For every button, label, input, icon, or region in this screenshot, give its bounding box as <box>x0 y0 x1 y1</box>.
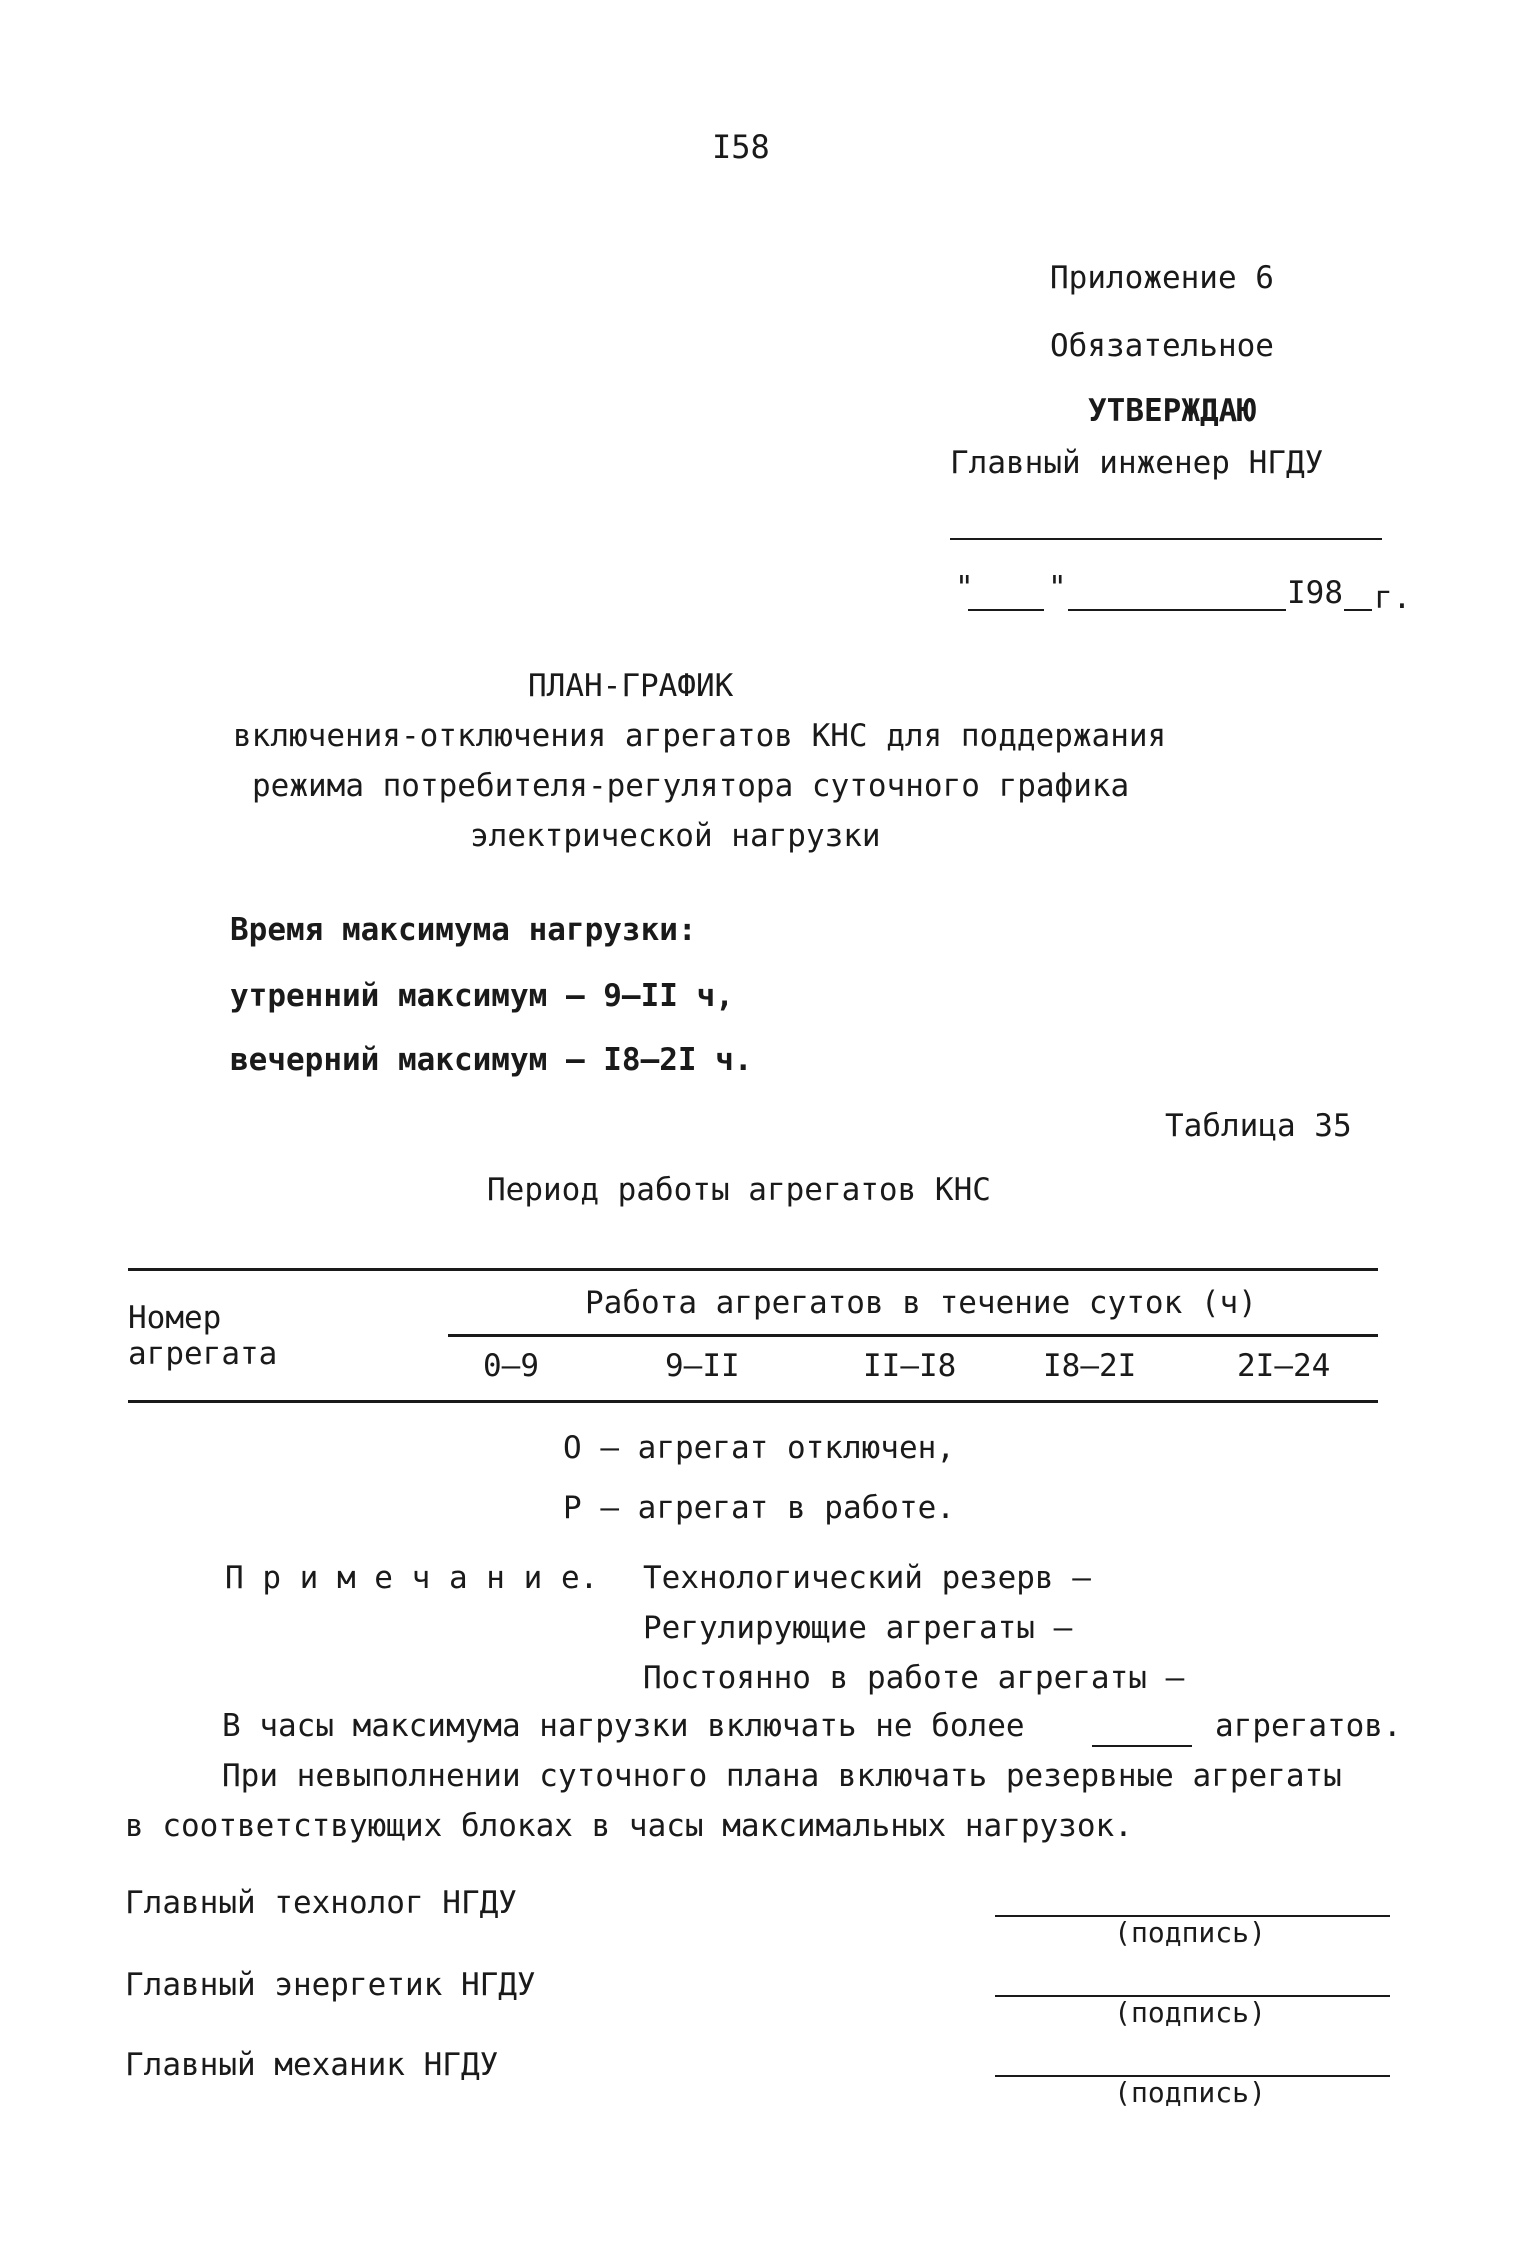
note-label: П р и м е ч а н и е. <box>225 1560 599 1596</box>
instruction-line-3: в соответствующих блоках в часы максимальных нагрузок. <box>125 1808 1133 1844</box>
appendix-label: Приложение 6 <box>1050 260 1274 296</box>
signature-caption: (подпись) <box>1114 1916 1266 1949</box>
column-header-4: 2I–24 <box>1237 1348 1331 1384</box>
date-left-quote: " <box>955 570 974 606</box>
signature-caption: (подпись) <box>1114 2076 1266 2109</box>
evening-max: вечерний максимум – I8–2I ч. <box>230 1042 753 1078</box>
date-day-line <box>968 609 1044 611</box>
instruction-line-1-end: агрегатов. <box>1215 1708 1402 1744</box>
date-month-line <box>1068 609 1286 611</box>
note-line-3: Постоянно в работе агрегаты – <box>643 1660 1185 1696</box>
column-header-3: I8–2I <box>1043 1348 1137 1384</box>
signature-caption: (подпись) <box>1114 1996 1266 2029</box>
table-label: Таблица 35 <box>1165 1108 1352 1144</box>
table-header-bottom-border <box>128 1400 1378 1403</box>
column-header-1: 9–II <box>665 1348 740 1384</box>
table-top-border <box>128 1268 1378 1271</box>
group-header: Работа агрегатов в течение суток (ч) <box>585 1285 1257 1321</box>
max-load-heading: Время максимума нагрузки: <box>230 912 697 948</box>
title-line-3: электрической нагрузки <box>470 818 881 854</box>
chief-engineer-label: Главный инженер НГДУ <box>950 445 1324 481</box>
note-line-2: Регулирующие агрегаты – <box>643 1610 1073 1646</box>
legend-off: О – агрегат отключен, <box>563 1430 955 1466</box>
date-suffix: г. <box>1374 580 1412 616</box>
column-header-0: 0–9 <box>483 1348 539 1384</box>
signature-role: Главный технолог НГДУ <box>125 1885 517 1921</box>
row-header: Номер агрегата <box>128 1300 278 1372</box>
signature-role: Главный энергетик НГДУ <box>125 1967 536 2003</box>
date-right-quote: " <box>1048 570 1067 606</box>
max-units-blank-line <box>1092 1745 1192 1747</box>
date-year: I98 <box>1287 575 1343 611</box>
instruction-line-2: При невыполнении суточного плана включать резервные агрегаты <box>222 1758 1342 1794</box>
mandatory-label: Обязательное <box>1050 328 1274 364</box>
page-number: I58 <box>712 128 770 166</box>
table-title: Период работы агрегатов КНС <box>487 1172 991 1208</box>
title-line-2: режима потребителя-регулятора суточного графика <box>252 768 1130 804</box>
approved-label: УТВЕРЖДАЮ <box>1088 393 1256 429</box>
instruction-line-1-start: В часы максимума нагрузки включать не более <box>222 1708 1025 1744</box>
document-title: ПЛАН-ГРАФИК <box>528 668 734 704</box>
column-header-2: II–I8 <box>863 1348 957 1384</box>
signature-role: Главный механик НГДУ <box>125 2047 499 2083</box>
date-year-line <box>1344 609 1372 611</box>
approval-signature-line <box>950 538 1382 540</box>
note-line-1: Технологический резерв – <box>643 1560 1091 1596</box>
legend-on: Р – агрегат в работе. <box>563 1490 955 1526</box>
morning-max: утренний максимум – 9–II ч, <box>230 978 734 1014</box>
title-line-1: включения-отключения агрегатов КНС для поддержания <box>233 718 1167 754</box>
group-header-rule <box>448 1334 1378 1337</box>
